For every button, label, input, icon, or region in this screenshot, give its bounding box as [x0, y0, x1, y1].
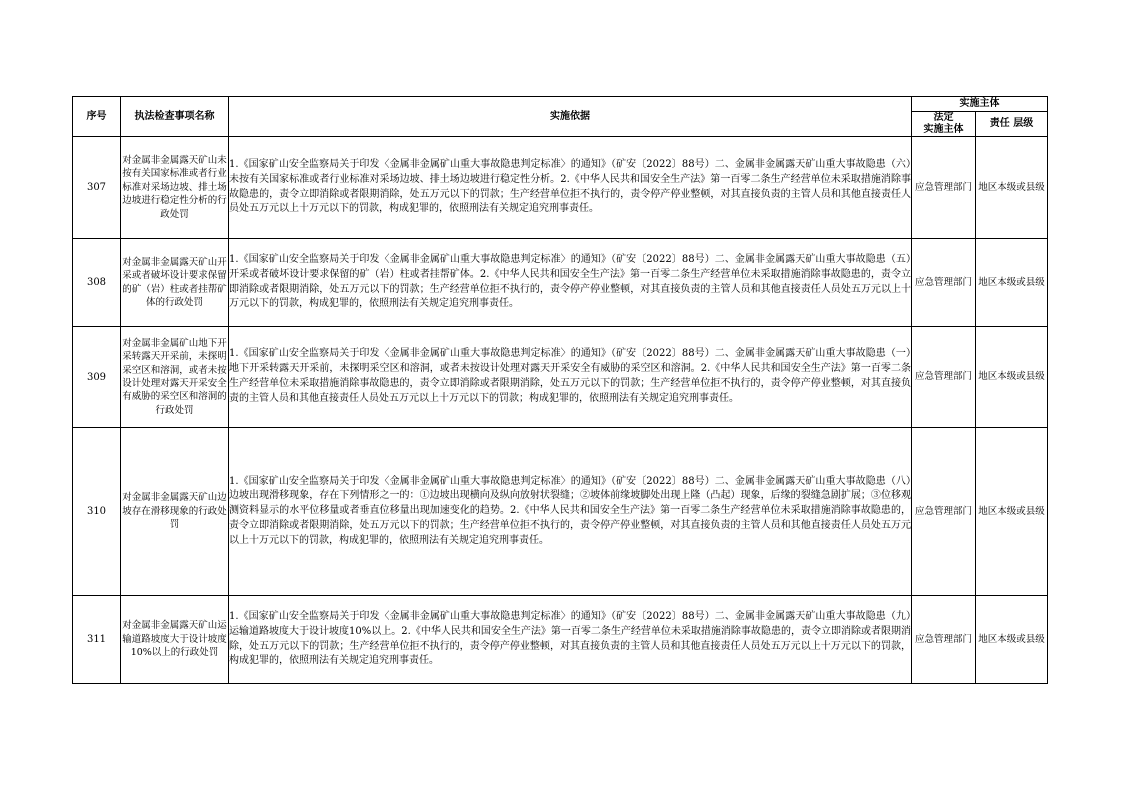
row-item-name: 对金属非金属露天矿山开采或者破坏设计要求保留的矿（岩）柱或者挂帮矿体的行政处罚: [121, 239, 229, 327]
row-seq: 307: [73, 137, 121, 239]
row-resp-level: 地区本级或县级: [976, 137, 1048, 239]
table-row: [73, 239, 1048, 327]
row-basis: 1.《国家矿山安全监察局关于印发〈金属非金属矿山重大事故隐患判定标准〉的通知》（矿安〔2022〕88号）二、金属非金属露天矿山重大事故隐患（六）未按有关国家标准或者行业标准对采场边坡、排土场边坡进行稳定性分析。2.《中华人民共和国安全生产法》第一百零二条生产经营单位未采取措施消除事故隐患的，责令立即消除或者限期消除，处五万元以下的罚款；生产经营单位拒不执行的，责令停产停业整顿，对其直接负责的主管人员和其他直接责任人员处五万元以上十万元以下的罚款，构成犯罪的，依照刑法有关规定追究刑事责任。: [229, 137, 912, 239]
table-row: [73, 137, 1048, 239]
table-row: [73, 596, 1048, 684]
row-item-name: 对金属非金属矿山地下开采转露天开采前，未探明采空区和溶洞，或者未按设计处理对露天开采安全有威胁的采空区和溶洞的行政处罚: [121, 327, 229, 428]
row-resp-level: 地区本级或县级: [976, 596, 1048, 684]
row-legal-subject: 应急管理部门: [912, 137, 976, 239]
row-resp-level: 地区本级或县级: [976, 239, 1048, 327]
header-resp-level: 责任 层级: [976, 112, 1048, 137]
header-basis: 实施依据: [229, 97, 912, 137]
header-subject: 实施主体: [912, 97, 1048, 112]
row-item-name: 对金属非金属露天矿山边坡存在滑移现象的行政处罚: [121, 428, 229, 596]
row-item-name: 对金属非金属露天矿山运输道路坡度大于设计坡度10%以上的行政处罚: [121, 596, 229, 684]
row-seq: 311: [73, 596, 121, 684]
row-basis: 1.《国家矿山安全监察局关于印发〈金属非金属矿山重大事故隐患判定标准〉的通知》（矿安〔2022〕88号）二、金属非金属露天矿山重大事故隐患（九）运输道路坡度大于设计坡度10%以上。2.《中华人民共和国安全生产法》第一百零二条生产经营单位未采取措施消除事故隐患的，责令立即消除或者限期消除，处五万元以下的罚款；生产经营单位拒不执行的，责令停产停业整顿，对其直接负责的主管人员和其他直接责任人员处五万元以上十万元以下的罚款，构成犯罪的，依照刑法有关规定追究刑事责任。: [229, 596, 912, 684]
enforcement-table: [72, 96, 1048, 684]
header-item-name: 执法检查事项名称: [121, 97, 229, 137]
row-basis: 1.《国家矿山安全监察局关于印发〈金属非金属矿山重大事故隐患判定标准〉的通知》（矿安〔2022〕88号）二、金属非金属露天矿山重大事故隐患（五）开采或者破坏设计要求保留的矿（岩）柱或者挂帮矿体。2.《中华人民共和国安全生产法》第一百零二条生产经营单位未采取措施消除事故隐患的，责令立即消除或者限期消除，处五万元以下的罚款；生产经营单位拒不执行的，责令停产停业整顿，对其直接负责的主管人员和其他直接责任人员处五万元以上十万元以下的罚款，构成犯罪的，依照刑法有关规定追究刑事责任。: [229, 239, 912, 327]
row-seq: 309: [73, 327, 121, 428]
row-item-name: 对金属非金属露天矿山未按有关国家标准或者行业标准对采场边坡、排土场边坡进行稳定性分析的行政处罚: [121, 137, 229, 239]
row-legal-subject: 应急管理部门: [912, 596, 976, 684]
table-row: [73, 428, 1048, 596]
row-seq: 310: [73, 428, 121, 596]
row-legal-subject: 应急管理部门: [912, 239, 976, 327]
table-row: [73, 327, 1048, 428]
header-legal-subject: 法定 实施主体: [912, 112, 976, 137]
row-resp-level: 地区本级或县级: [976, 327, 1048, 428]
header-seq: 序号: [73, 97, 121, 137]
row-resp-level: 地区本级或县级: [976, 428, 1048, 596]
row-legal-subject: 应急管理部门: [912, 428, 976, 596]
row-legal-subject: 应急管理部门: [912, 327, 976, 428]
row-seq: 308: [73, 239, 121, 327]
row-basis: 1.《国家矿山安全监察局关于印发〈金属非金属矿山重大事故隐患判定标准〉的通知》（矿安〔2022〕88号）二、金属非金属露天矿山重大事故隐患（八）边坡出现滑移现象，存在下列情形之一的：①边坡出现横向及纵向放射状裂缝；②坡体前缘坡脚处出现上隆（凸起）现象，后缘的裂缝急剧扩展；③位移观测资料显示的水平位移量或者垂直位移量出现加速变化的趋势。2.《中华人民共和国安全生产法》第一百零二条生产经营单位未采取措施消除事故隐患的，责令立即消除或者限期消除，处五万元以下的罚款；生产经营单位拒不执行的，责令停产停业整顿，对其直接负责的主管人员和其他直接责任人员处五万元以上十万元以下的罚款，构成犯罪的，依照刑法有关规定追究刑事责任。: [229, 428, 912, 596]
row-basis: 1.《国家矿山安全监察局关于印发〈金属非金属矿山重大事故隐患判定标准〉的通知》（矿安〔2022〕88号）二、金属非金属露天矿山重大事故隐患（一）地下开采转露天开采前，未探明采空区和溶洞，或者未按设计处理对露天开采安全有威胁的采空区和溶洞。2.《中华人民共和国安全生产法》第一百零二条生产经营单位未采取措施消除事故隐患的，责令立即消除或者限期消除，处五万元以下的罚款；生产经营单位拒不执行的，责令停产停业整顿，对其直接负责的主管人员和其他直接责任人员处五万元以上十万元以下的罚款；构成犯罪的，依照刑法有关规定追究刑事责任。: [229, 327, 912, 428]
